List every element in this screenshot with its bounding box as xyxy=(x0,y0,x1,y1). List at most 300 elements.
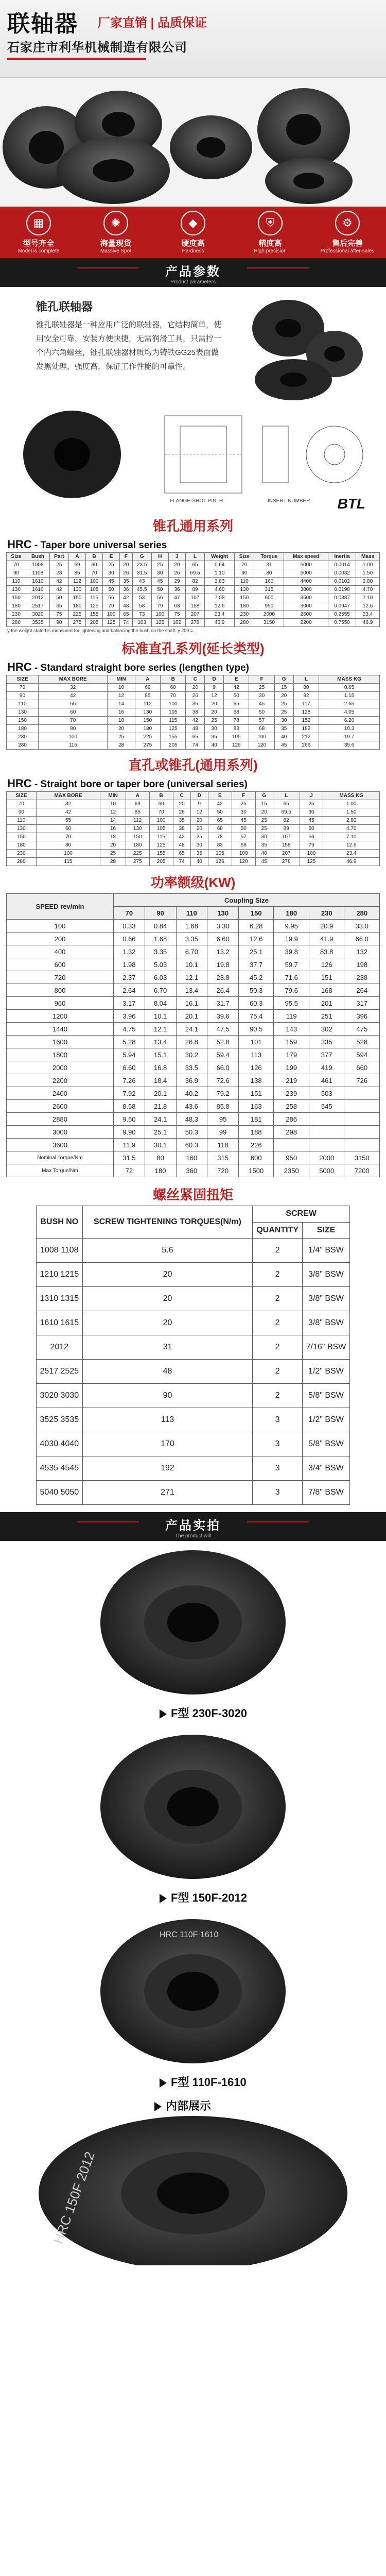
table-cell: 25 xyxy=(255,825,273,833)
table-cell: 25.1 xyxy=(239,945,274,958)
table-cell: 188 xyxy=(239,1126,274,1139)
table-cell: 10 xyxy=(100,800,126,808)
title-underline xyxy=(7,58,146,60)
table-cell: 0.0102 xyxy=(328,578,356,586)
table-cell: 2.80 xyxy=(323,817,380,825)
flange-caption: FLANGE-SHOT PIN: H xyxy=(170,498,223,504)
table-cell: 0.0198 xyxy=(328,586,356,594)
table-cell: 5/8" BSW xyxy=(302,1384,349,1408)
table-cell: 70 xyxy=(7,561,26,569)
table-cell: 3/8" BSW xyxy=(302,1287,349,1311)
feature-item xyxy=(314,211,381,254)
table-cell: 20 xyxy=(82,1287,253,1311)
table-cell: 55 xyxy=(36,817,100,825)
table-cell: 1108 xyxy=(26,569,50,578)
table-row xyxy=(37,1408,350,1432)
table-cell: 42 xyxy=(120,594,133,602)
company-name: 石家庄市利华机械制造有限公司 xyxy=(7,41,187,55)
table-cell: 72 xyxy=(114,1164,145,1177)
table-row xyxy=(7,561,380,569)
table-cell: 0.84 xyxy=(145,920,176,933)
banner-deco-left xyxy=(77,267,139,268)
table-row xyxy=(7,578,380,586)
table-cell: 2880 xyxy=(7,1113,114,1126)
table-cell: 3 xyxy=(253,1481,303,1505)
table-cell: 4.05 xyxy=(319,708,380,717)
table-cell: 110 xyxy=(7,578,26,586)
table-cell: 15 xyxy=(274,684,293,692)
table-cell: 85.8 xyxy=(207,1100,239,1113)
table-cell: 100 xyxy=(300,850,323,858)
table-cell: 720 xyxy=(207,1164,239,1177)
table-cell: 400 xyxy=(7,945,114,958)
column-header: Max speed xyxy=(284,553,328,561)
table-row xyxy=(7,971,380,984)
table-cell: 2.83 xyxy=(205,578,235,586)
photo-label-text: F型 110F-1610 xyxy=(171,2076,247,2089)
table-cell: 20 xyxy=(82,1263,253,1287)
table-row xyxy=(37,1360,350,1384)
table-cell: 69 xyxy=(126,800,149,808)
column-header: MIN xyxy=(108,675,135,684)
table-cell: 278 xyxy=(185,619,204,627)
table-cell: 50 xyxy=(151,586,168,594)
photo-label-text: F型 230F-3020 xyxy=(171,1707,247,1720)
inner-stamp: HRC 150F 2012 xyxy=(50,2149,98,2246)
table-cell: 12.6 xyxy=(205,602,235,611)
table-cell: 155 xyxy=(86,611,103,619)
table-row xyxy=(7,841,380,850)
table-cell: 132 xyxy=(344,945,380,958)
table-cell: 128 xyxy=(293,708,319,717)
table-cell: 207 xyxy=(185,611,204,619)
triangle-icon xyxy=(160,1709,167,1719)
table-cell: 100 xyxy=(232,850,255,858)
table-cell: 26.4 xyxy=(207,984,239,997)
feature-item xyxy=(5,211,72,254)
table-cell: 30.1 xyxy=(145,1139,176,1151)
table-cell: 9.95 xyxy=(274,920,309,933)
table-cell: 1/2" BSW xyxy=(302,1360,349,1384)
table-cell: 69 xyxy=(69,561,86,569)
table-cell: 7.08 xyxy=(205,594,235,602)
column-header: 110 xyxy=(176,907,207,920)
table-cell: 20 xyxy=(205,708,224,717)
column-header: E xyxy=(224,675,249,684)
table-cell: 1.68 xyxy=(145,933,176,945)
table-cell: 30 xyxy=(249,692,274,700)
table-cell: 1.50 xyxy=(356,569,380,578)
table-cell: 2000 xyxy=(254,611,284,619)
table-cell: 35 xyxy=(120,578,133,586)
table-row xyxy=(7,1048,380,1061)
table-cell: 12 xyxy=(108,692,135,700)
table-cell: 0.64 xyxy=(205,561,235,569)
table-cell: 8.58 xyxy=(114,1100,145,1113)
table-cell: 150 xyxy=(7,717,39,725)
column-header: C xyxy=(186,675,205,684)
column-header: G xyxy=(132,553,151,561)
params-banner-subtitle: Product parameters xyxy=(170,279,216,285)
column-header: H xyxy=(151,553,168,561)
table-header-row xyxy=(7,553,380,561)
table-cell: 30 xyxy=(103,569,120,578)
column-header: 180 xyxy=(274,907,309,920)
grid-icon: ▦ xyxy=(26,211,51,235)
photo-stamp: HRC 110F 1610 xyxy=(160,1930,219,1939)
table-cell: 16 xyxy=(108,708,135,717)
table-cell: 180 xyxy=(7,602,26,611)
table-cell: 3.30 xyxy=(207,920,239,933)
table-cell: 50 xyxy=(224,692,249,700)
table-cell: 65 xyxy=(186,733,205,741)
table-cell: 26 xyxy=(120,569,133,578)
table-cell: 75 xyxy=(49,611,68,619)
table-cell: 3020 xyxy=(26,611,50,619)
table-cell: 11.9 xyxy=(114,1139,145,1151)
column-header: G xyxy=(255,792,273,800)
table-cell: 3000 xyxy=(284,602,328,611)
table-cell: 56 xyxy=(103,594,120,602)
table-row xyxy=(7,1151,380,1164)
table-cell: 42 xyxy=(36,808,100,817)
table-cell: 201 xyxy=(309,997,344,1010)
table-cell: 2400 xyxy=(7,1087,114,1100)
table-cell: 278 xyxy=(273,858,300,866)
table-cell: 151 xyxy=(309,971,344,984)
table-cell: 126 xyxy=(309,958,344,971)
table-cell: 107 xyxy=(185,594,204,602)
table-cell: 30 xyxy=(190,841,208,850)
table-cell: 3 xyxy=(253,1456,303,1481)
table-cell: 28 xyxy=(49,569,68,578)
table-cell: 1008 1108 xyxy=(37,1239,83,1263)
table-cell: 12 xyxy=(100,808,126,817)
triangle-icon xyxy=(160,2078,167,2088)
table-cell: 73 xyxy=(132,611,151,619)
table-cell: 180 xyxy=(69,602,86,611)
table-cell: 150 xyxy=(235,594,254,602)
table-cell: 70 xyxy=(235,561,254,569)
table-cell: 2.64 xyxy=(114,984,145,997)
table-cell: 158 xyxy=(273,841,300,850)
coupling-image xyxy=(0,1545,386,1700)
table-cell: 112 xyxy=(126,817,149,825)
table-cell: 315 xyxy=(254,586,284,594)
diamond-icon: ◆ xyxy=(181,211,205,235)
column-header: SIZE xyxy=(7,792,37,800)
table-cell: 219 xyxy=(274,1074,309,1087)
table-cell: 2350 xyxy=(274,1164,309,1177)
table-cell: 275 xyxy=(69,619,86,627)
table-cell: 130 xyxy=(7,825,37,833)
table-cell: 69 xyxy=(135,684,160,692)
table-header-row xyxy=(37,1206,350,1223)
table-cell: 2 xyxy=(253,1239,303,1263)
table-cell: 30 xyxy=(274,717,293,725)
table-cell: 170 xyxy=(82,1432,253,1456)
table-cell: 720 xyxy=(7,971,114,984)
table-cell: 100 xyxy=(36,850,100,858)
taper-hrc: HRC xyxy=(7,538,32,551)
table-cell: 50 xyxy=(249,708,274,717)
table-cell: 60 xyxy=(149,800,173,808)
column-header: L xyxy=(185,553,204,561)
table-cell: 226 xyxy=(239,1139,274,1151)
table-cell: 5000 xyxy=(284,569,328,578)
feature-item xyxy=(82,211,149,254)
table-cell: 90 xyxy=(49,619,68,627)
table-row xyxy=(7,1164,380,1177)
photos-banner-subtitle: The product will xyxy=(174,1533,212,1539)
table-cell: 80 xyxy=(39,725,108,733)
table-cell: 20 xyxy=(82,1311,253,1335)
table-cell: 7200 xyxy=(344,1164,380,1177)
table-cell: 43 xyxy=(132,578,151,586)
table-cell: 38 xyxy=(173,825,190,833)
table-cell: 89 xyxy=(185,586,204,594)
table-cell: 25 xyxy=(274,700,293,708)
brand-logo: BTL xyxy=(337,496,365,512)
table-cell: 192 xyxy=(82,1456,253,1481)
table-row xyxy=(7,692,380,700)
table-cell: 199 xyxy=(274,1061,309,1074)
hero-image xyxy=(0,78,386,207)
column-header: MASS KG xyxy=(323,792,380,800)
table-cell: 110 xyxy=(7,700,39,708)
table-cell xyxy=(344,1100,380,1113)
table-cell: 168 xyxy=(309,984,344,997)
table-cell: 1200 xyxy=(7,1010,114,1023)
column-header: SIZE xyxy=(7,675,39,684)
table-cell: 100 xyxy=(249,733,274,741)
table-cell: 130 xyxy=(7,708,39,717)
table-cell: 0.33 xyxy=(114,920,145,933)
column-header: G xyxy=(274,675,293,684)
table-cell: 5000 xyxy=(309,1164,344,1177)
table-cell: 74 xyxy=(120,619,133,627)
bush-header: BUSH NO xyxy=(37,1206,83,1239)
table-cell: 1.32 xyxy=(114,945,145,958)
table-cell: 182 xyxy=(293,725,319,733)
table-cell: 2000 xyxy=(309,1151,344,1164)
column-header: Torque xyxy=(254,553,284,561)
table-cell: 271 xyxy=(82,1481,253,1505)
feature-item xyxy=(160,211,226,254)
table-cell: 25 xyxy=(300,800,323,808)
table-cell: 113 xyxy=(82,1408,253,1432)
table-cell: 100 xyxy=(151,611,168,619)
table-cell: 13.2 xyxy=(207,945,239,958)
row-label: Nominal Torque/Nm xyxy=(7,1151,114,1164)
table-cell: 63 xyxy=(168,602,185,611)
table-cell: 225 xyxy=(135,733,160,741)
table-cell: 180 xyxy=(7,841,37,850)
table-cell: 7/16" BSW xyxy=(302,1335,349,1360)
table-cell: 66.0 xyxy=(207,1061,239,1074)
table-cell: 18.4 xyxy=(145,1074,176,1087)
intro-title: 锥孔联轴器 xyxy=(36,300,93,313)
table-cell: 1/2" BSW xyxy=(302,1408,349,1432)
table-cell: 56 xyxy=(300,833,323,841)
column-header: E xyxy=(208,792,232,800)
column-header: A xyxy=(126,792,149,800)
table-cell: 4.70 xyxy=(323,825,380,833)
table-cell: 7.10 xyxy=(323,833,380,841)
table-cell: 0.7550 xyxy=(328,619,356,627)
table-cell: 115 xyxy=(161,717,186,725)
coupling-size-header: Coupling Size xyxy=(114,894,380,907)
table-cell: 120 xyxy=(249,741,274,750)
table-cell: 32 xyxy=(36,800,100,808)
table-cell: 1610 xyxy=(26,578,50,586)
column-header: 280 xyxy=(344,907,380,920)
table-cell: 3/4" BSW xyxy=(302,1456,349,1481)
params-banner-title: 产品参数 xyxy=(165,265,221,279)
table-cell: 163 xyxy=(239,1100,274,1113)
table-cell: 230 xyxy=(7,611,26,619)
table-cell: 65 xyxy=(185,561,204,569)
table-cell: 130 xyxy=(135,708,160,717)
table-cell: 79.6 xyxy=(274,984,309,997)
banner-deco-left xyxy=(77,1521,139,1522)
table-cell: 23.5 xyxy=(132,561,151,569)
table-row xyxy=(7,684,380,692)
table-cell: 160 xyxy=(254,578,284,586)
table-cell: 950 xyxy=(274,1151,309,1164)
table-row xyxy=(7,850,380,858)
universal-hrc: HRC xyxy=(7,777,32,790)
table-cell: 105 xyxy=(208,850,232,858)
table-cell: 26 xyxy=(186,692,205,700)
table-header-row xyxy=(7,675,380,684)
table-cell: 41.9 xyxy=(309,933,344,945)
table-cell: 2200 xyxy=(284,619,328,627)
straight-hrc: HRC xyxy=(7,660,32,673)
table-cell: 79 xyxy=(151,602,168,611)
table-cell: 0.65 xyxy=(319,684,380,692)
table-cell: 5040 5050 xyxy=(37,1481,83,1505)
table-cell: 960 xyxy=(7,997,114,1010)
table-row xyxy=(7,800,380,808)
table-row xyxy=(7,984,380,997)
table-cell: 125 xyxy=(151,619,168,627)
table-cell: 105 xyxy=(86,586,103,594)
table-cell: 68 xyxy=(232,841,255,850)
table-cell: 48 xyxy=(186,725,205,733)
table-cell: 25 xyxy=(205,717,224,725)
table-cell: 225 xyxy=(69,611,86,619)
straight-section xyxy=(0,636,386,750)
table-cell: 31.5 xyxy=(114,1151,145,1164)
table-cell: 50.3 xyxy=(176,1126,207,1139)
table-cell: 594 xyxy=(344,1048,380,1061)
column-header: L xyxy=(273,792,300,800)
table-cell: 6.60 xyxy=(114,1061,145,1074)
table-cell: 30 xyxy=(205,725,224,733)
table-cell: 3/8" BSW xyxy=(302,1311,349,1335)
table-cell: 6.70 xyxy=(145,984,176,997)
photos-banner xyxy=(0,1512,386,1541)
table-cell: 20 xyxy=(100,841,126,850)
table-cell: 3/8" BSW xyxy=(302,1263,349,1287)
inner-photo xyxy=(0,2116,386,2265)
table-cell: 100 xyxy=(39,733,108,741)
column-header: F xyxy=(249,675,274,684)
table-cell: 125 xyxy=(300,858,323,866)
table-cell: 103 xyxy=(132,619,151,627)
table-cell: 115 xyxy=(36,858,100,866)
table-cell: 47.5 xyxy=(207,1023,239,1036)
table-cell: 1/4" BSW xyxy=(302,1239,349,1263)
table-cell: 90 xyxy=(7,808,37,817)
table-cell: 12 xyxy=(205,692,224,700)
column-header: 150 xyxy=(239,907,274,920)
table-row xyxy=(7,733,380,741)
table-cell: 1610 1615 xyxy=(37,1311,83,1335)
table-cell: 65 xyxy=(208,817,232,825)
table-cell: 80 xyxy=(293,684,319,692)
table-cell: 6.20 xyxy=(319,717,380,725)
table-cell: 130 xyxy=(7,586,26,594)
table-cell: 71.6 xyxy=(274,971,309,984)
table-cell: 130 xyxy=(235,586,254,594)
technical-drawings xyxy=(0,405,386,514)
column-header: Mass xyxy=(356,553,380,561)
table-cell: 152 xyxy=(293,717,319,725)
column-header: MAX BORE xyxy=(36,792,100,800)
table-cell: 65 xyxy=(49,602,68,611)
table-cell: 275 xyxy=(126,858,149,866)
column-header: B xyxy=(86,553,103,561)
table-cell: 12.6 xyxy=(323,841,380,850)
table-cell: 461 xyxy=(309,1074,344,1087)
table-cell: 5.94 xyxy=(114,1048,145,1061)
table-cell: 2012 xyxy=(37,1335,83,1360)
table-cell: 125 xyxy=(103,619,120,627)
table-cell: 130 xyxy=(126,825,149,833)
table-cell: 99 xyxy=(207,1126,239,1139)
table-cell: 50 xyxy=(208,808,232,817)
table-cell: 12.1 xyxy=(176,971,207,984)
table-row xyxy=(7,1100,380,1113)
table-cell: 2 xyxy=(253,1311,303,1335)
table-cell: 60.3 xyxy=(239,997,274,1010)
table-cell: 16.8 xyxy=(145,1061,176,1074)
table-cell: 20.9 xyxy=(309,920,344,933)
table-cell: 2517 2525 xyxy=(37,1360,83,1384)
photos-banner-title: 产品实拍 xyxy=(165,1519,221,1533)
table-cell: 100 xyxy=(7,920,114,933)
table-cell: 4535 4545 xyxy=(37,1456,83,1481)
table-cell: 45 xyxy=(103,578,120,586)
table-cell: 35 xyxy=(190,850,208,858)
banner-deco-right xyxy=(247,267,309,268)
table-cell: 117 xyxy=(293,700,319,708)
table-cell: 4400 xyxy=(284,578,328,586)
table-cell: 1440 xyxy=(7,1023,114,1036)
inner-label xyxy=(154,2097,211,2113)
table-row xyxy=(37,1335,350,1360)
table-cell: 35 xyxy=(186,700,205,708)
column-header: 90 xyxy=(145,907,176,920)
table-cell: 48 xyxy=(120,602,133,611)
column-header: J xyxy=(168,553,185,561)
intro xyxy=(0,287,386,405)
table-cell: 70 xyxy=(7,684,39,692)
table-cell: 60 xyxy=(36,825,100,833)
table-cell: 68 xyxy=(249,725,274,733)
